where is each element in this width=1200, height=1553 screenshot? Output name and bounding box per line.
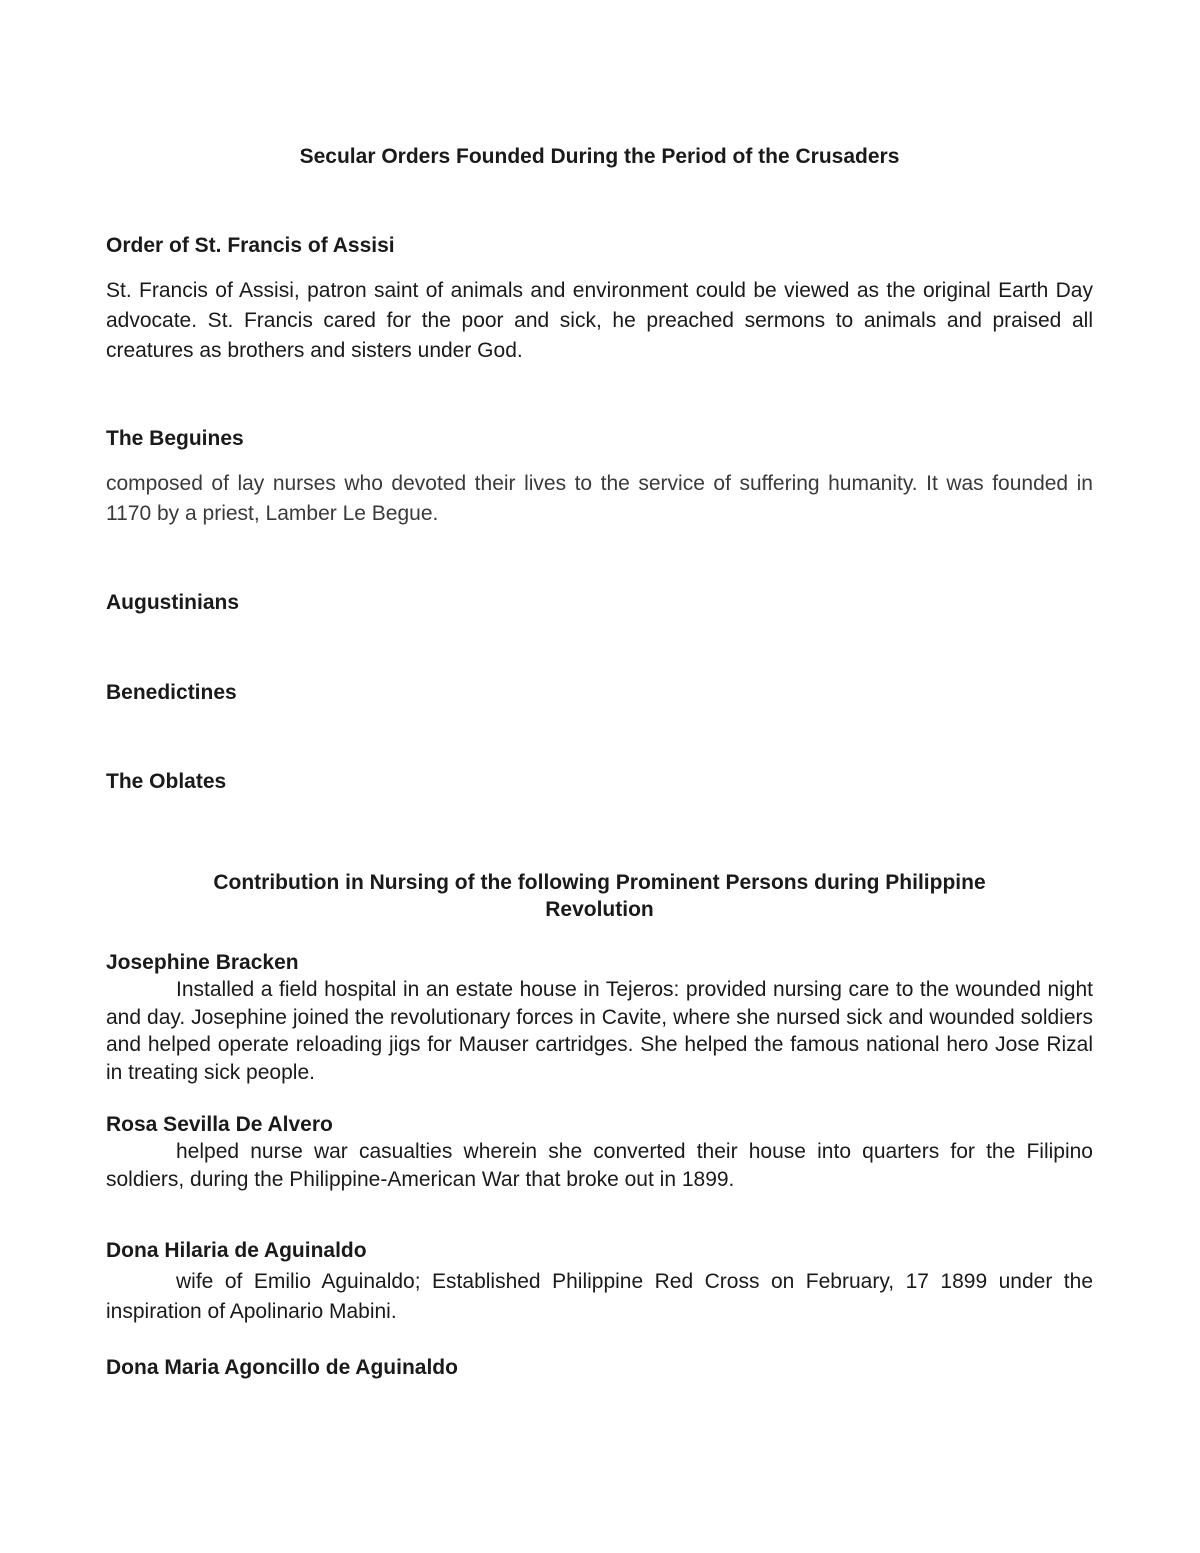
- person-contribution: wife of Emilio Aguinaldo; Established Philippine Red Cross on February, 17 1899 under the inspiration of Apolinario Mabini.: [106, 1270, 1093, 1323]
- order-benedictines: [106, 679, 1093, 706]
- person-name: Dona Maria Agoncillo de Aguinaldo: [106, 1356, 458, 1379]
- section-title-line: Revolution: [545, 898, 654, 921]
- person-contribution: Installed a field hospital in an estate house in Tejeros: provided nursing care to the wounded night and day. Josephine joined the revolutionary forces in Cavite, where she nursed sick and wounded soldiers and helped operate reloading jigs for Mauser cartridges. She helped the famous national hero Jose Rizal in treating sick people.: [106, 978, 1093, 1084]
- section-title-secular-orders: Secular Orders Founded During the Period of the Crusaders: [299, 145, 900, 168]
- order-heading: The Beguines: [106, 427, 244, 450]
- order-augustinians: [106, 589, 1093, 616]
- order-heading: The Oblates: [106, 770, 227, 793]
- person-maria-agoncillo: [106, 1354, 1093, 1381]
- person-contribution: helped nurse war casualties wherein she converted their house into quarters for the Filipino soldiers, during the Philippine-American War that broke out in 1899.: [106, 1140, 1093, 1191]
- person-name: Dona Hilaria de Aguinaldo: [106, 1239, 367, 1262]
- person-josephine-bracken: [106, 949, 1093, 1086]
- person-hilaria-aguinaldo: [106, 1237, 1093, 1327]
- section-title-contribution: [106, 869, 1093, 923]
- order-description: St. Francis of Assisi, patron saint of animals and environment could be viewed as the original Earth Day advocate. St. Francis cared for the poor and sick, he preached sermons to animals and praised all creatures as brothers and sisters under God.: [106, 279, 1093, 362]
- order-oblates: [106, 768, 1093, 795]
- order-st-francis: [106, 232, 1093, 366]
- order-description: composed of lay nurses who devoted their lives to the service of suffering humanity. It was founded in 1170 by a priest, Lamber Le Begue.: [106, 472, 1093, 525]
- person-name: Josephine Bracken: [106, 951, 299, 974]
- order-beguines: [106, 425, 1093, 529]
- person-name: Rosa Sevilla De Alvero: [106, 1113, 333, 1136]
- order-heading: Augustinians: [106, 591, 240, 614]
- order-heading: Order of St. Francis of Assisi: [106, 234, 395, 257]
- order-heading: Benedictines: [106, 681, 237, 704]
- section-title-line: Contribution in Nursing of the following Prominent Persons during Philippine: [213, 871, 986, 894]
- person-rosa-sevilla: [106, 1111, 1093, 1193]
